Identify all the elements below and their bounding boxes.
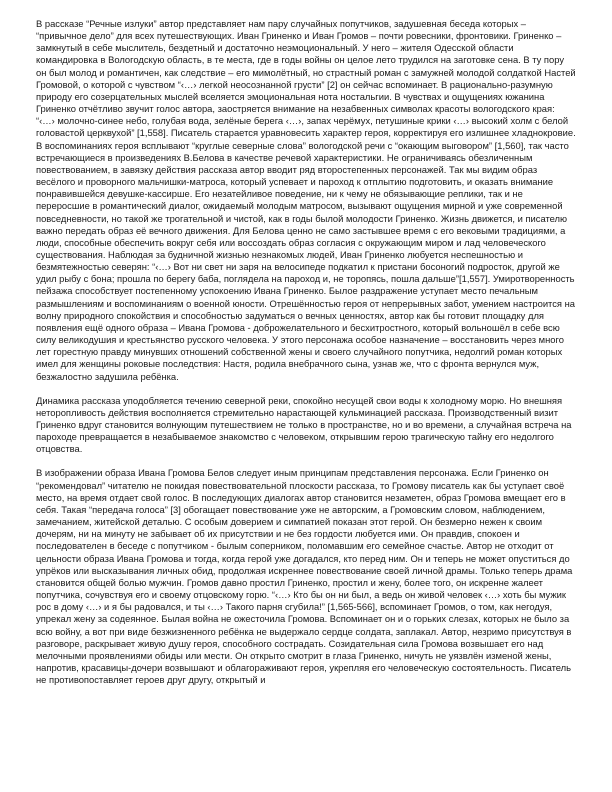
paragraph-1: В рассказе “Речные излуки” автор представляет нам пару случайных попутчиков, задушевная беседа которых – “привычное дело” для всех путешествующих. Иван Гриненко и Иван Громов – почти ровесники, фронтовики. Гриненко – замкнутый в себе мыслитель, бездетный и достаточно неэмоциональный. У него – жителя Одесской области командировка в Вологодскую область, в те места, где в годы войны он целое лето трудился на заготовке сена. В ту пору он был молод и романтичен, как следствие – его мимолётный, но страстный роман с замужней молодой солдаткой Настей Громовой, о которой с чувством “‹…› легкой неосознанной грусти” [2] он сейчас вспоминает. В рационально-разумную природу его созерцательных мыслей вселяется эмоциональная нота ностальгии. В чувствах и ощущениях южанина Гриненко отчётливо звучит голос автора, заостряется внимание на незабвенных символах красоты вологодского края: “‹…› молочно-синее небо, голубая вода, зелёные берега ‹…›, запах черёмух, петушиные крики ‹…› высокий холм с белой головастой церквухой” [1,558]. Писатель старается уравновесить характер героя, корректируя его излишнее хладнокровие. В воспоминаниях героя всплывают “круглые северные слова” вологодской речи с “окающим выговором” [1,560], так часто встречающиеся в произведениях В.Белова в качестве речевой характеристики. Не ограничиваясь обезличенным повествованием, в завязку действия рассказа автор вводит ряд второстепенных персонажей. Так мы видим образ весёлого и проворного мальчишки-матроса, который успевает и пароход к отплытию подготовить, и оказать внимание понравившейся девушке-кассирше. Его незатейливое поведение, ни к чему не обязывающие реплики, так и не переросшие в романтический диалог, ожидаемый молодым матросом, вызывают ощущения мирной и уже современной повседневности, но такой же трогательной и чистой, как в годы былой молодости Гриненко. Жизнь движется, и писателю важно передать образ её вечного движения. Для Белова ценно не само застывшее время с его вековыми традициями, а люди, способные обеспечить вокруг себя или воссоздать образ согласия с окружающим миром и лад человеческого существования. Наблюдая за будничной жизнью незнакомых людей, Иван Гриненко любуется неспешностью и безмятежностью северян: “‹…› Вот ни свет ни заря на велосипеде подкатил к пристани босоногий подросток, другой же удил рыбу с бона; прошла по берегу баба, поглядела на пароход и, не торопясь, пошла дальше”[1,557]. Умиротворенность пейзажа способствует постепенному успокоению Ивана Гриненко. Былое раздражение уступает место печальным размышлениям и воспоминаниям о военной юности. Отрешённостью героя от непрерывных забот, умением настроится на волну природного спокойствия и способностью задуматься о вечных ценностях, автор как бы готовит площадку для появления ещё одного образа – Ивана Громова - доброжелательного и бесхитростного, который вольношёл в себе всю силу великодушия и крестьянство русского человека. У этого персонажа особое назначение – восстановить через много лет горестную правду минувших отношений собственной жены и своего случайного попутчика, недолгий роман которых имел для женщины роковые последствия: Настя, родила внебрачного сына, узнав же, что с фронта вернулся муж, безжалостно задушила ребёнка. (36, 18, 576, 382)
paragraph-gap (36, 455, 576, 467)
paragraph-2: Динамика рассказа уподобляется течению северной реки, спокойно несущей свои воды к холодному морю. Но внешняя неторопливость действия восполняется стремительно нарастающей кульминацией рассказа. Производственный визит Гриненко вдруг становится волнующим путешествием не только в пространстве, но и во времени, а случайная встреча на пароходе превращается в незабываемое знакомство с человеком, открывшим герою трагическую тайну его недолгого отцовства. (36, 394, 572, 455)
paragraph-3: В изображении образа Ивана Громова Белов следует иным принципам представления персонажа. Если Гриненко он “рекомендовал” читателю не покидая повествовательной плоскости рассказа, то Громову писатель как бы уступает своё место, на время отдает свой голос. В последующих диалогах автор становится незаметен, образ Громова вмещает его в себя. Такая “передача голоса” [3] обогащает повествование уже не авторским, а Громовским словом, наблюдением, замечанием, житейской деталью. С особым доверием и симпатией показан этот герой. Он безмерно нежен к своим дочерям, ни на минуту не забывает об их присутствии и не без гордости любуется ими. Он правдив, спокоен и последователен в беседе с попутчиком - былым соперником, поломавшим его семейное счастье. Автор не отходит от цельности образа Ивана Громова и тогда, когда герой уже догадался, кто перед ним. Он и теперь не может опуститься до упрёков или высказывания личных обид, продолжая искреннее повествование своей личной драмы. Только теперь драма становится общей болью мужчин. Громов давно простил Гриненко, простил и жену, более того, он искренне жалеет попутчика, сочувствуя его и своему отцовскому горю. “‹…› Кто бы он ни был, а ведь он живой человек ‹…› хоть бы мужик рос в дому ‹…› и я бы радовался, и ты ‹…› Такого парня сгубила!” [1,565-566], вспоминает Громов, о том, как негодуя, упрекал жену за содеянное. Былая война не ожесточила Громова. Вспоминает он и о горьких слезах, которых не было за всю войну, а вот при виде безжизненного ребёнка не выдержало сердце солдата, заплакал. Автор, незримо присутствуя в разговоре, раскрывает живую душу героя, способного сострадать. Созидательная сила Громова возвышает его над мелочными проявлениями обиды или мести. Он открыто смотрит в глаза Гриненко, ничуть не уязвлён изменой жены, напротив, красавицы-дочери возвышают и облагораживают героя, укрепляя его человеческую состоятельность. Писатель не противопоставляет героев друг другу, открытый и (36, 467, 573, 686)
document-page (36, 18, 576, 686)
paragraph-gap (36, 383, 576, 395)
